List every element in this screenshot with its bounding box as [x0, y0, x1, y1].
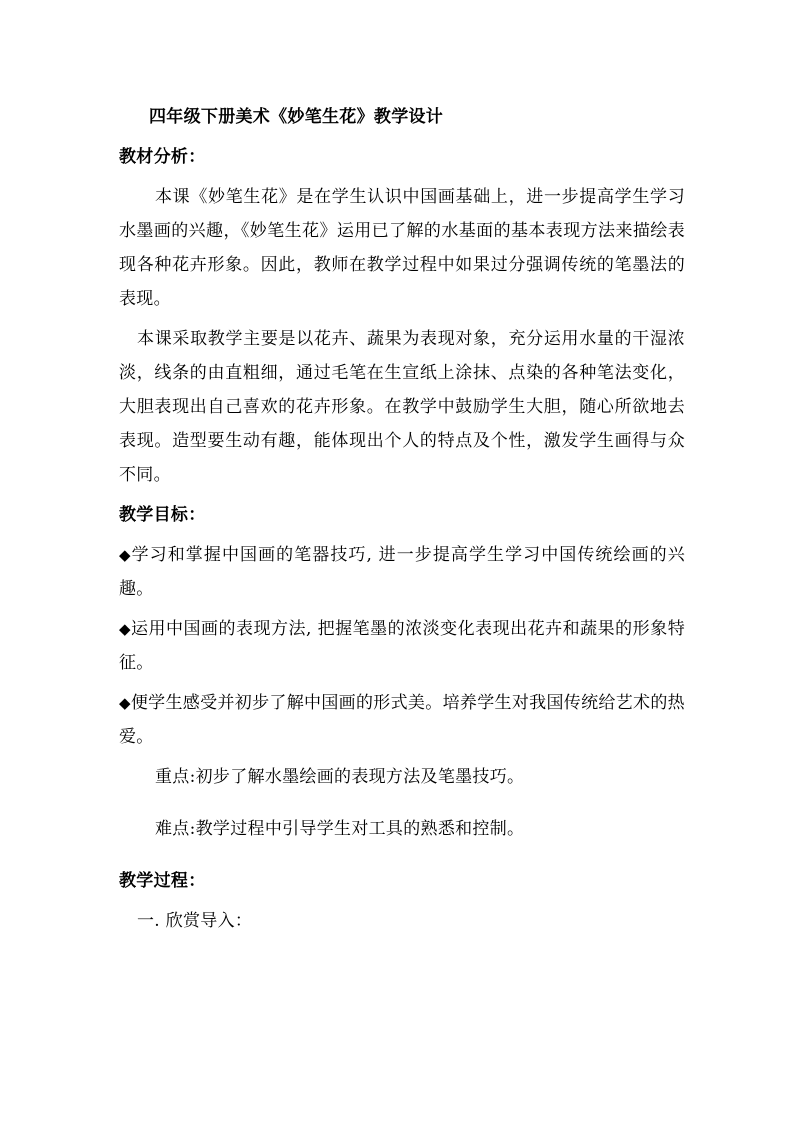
goal-item-text: 便学生感受并初步了解中国画的形式美。培养学生对我国传统给艺术的热爱。: [119, 693, 685, 747]
document-body: [119, 100, 685, 938]
diamond-bullet-icon: ◆: [119, 694, 131, 712]
goal-item: [119, 612, 685, 680]
key-point: 重点:初步了解水墨绘画的表现方法及笔墨技巧。: [155, 767, 525, 787]
goal-item-text: 学习和掌握中国画的笔器技巧, 进一步提高学生学习中国传统绘画的兴趣。: [119, 545, 685, 599]
analysis-paragraph: 本课采取教学主要是以花卉、蔬果为表现对象，充分运用水量的干湿浓淡，线条的由直粗细，通过毛笔在生宣纸上涂抹、点染的各种笔法变化，大胆表现出自己喜欢的花卉形象。在教学中鼓励学生大胆，随心所欲地去表现。造型要生动有趣，能体现出个人的特点及个性，激发学生画得与众不同。: [119, 329, 685, 485]
analysis-heading: 教材分析：: [119, 147, 206, 167]
process-heading: 教学过程：: [119, 871, 206, 891]
document-title: 四年级下册美术《妙笔生花》教学设计: [149, 107, 444, 127]
goals-heading: 教学目标：: [119, 505, 206, 525]
process-item: 一. 欣赏导入：: [137, 911, 253, 931]
diamond-bullet-icon: ◆: [119, 620, 132, 638]
goal-item: [119, 538, 685, 606]
goal-item-text: 运用中国画的表现方法, 把握笔墨的浓淡变化表现出花卉和蔬果的形象特征。: [119, 619, 685, 673]
difficulty-point: 难点:教学过程中引导学生对工具的熟悉和控制。: [155, 819, 525, 839]
diamond-bullet-icon: ◆: [119, 546, 132, 564]
goal-item: [119, 686, 685, 754]
analysis-paragraph: 本课《妙笔生花》是在学生认识中国画基础上，进一步提高学生学习水墨画的兴趣，《妙笔生花》运用已了解的水基面的基本表现方法来描绘表现各种花卉形象。因此，教师在教学过程中如果过分强调传统的笔墨法的表现。: [119, 187, 685, 309]
